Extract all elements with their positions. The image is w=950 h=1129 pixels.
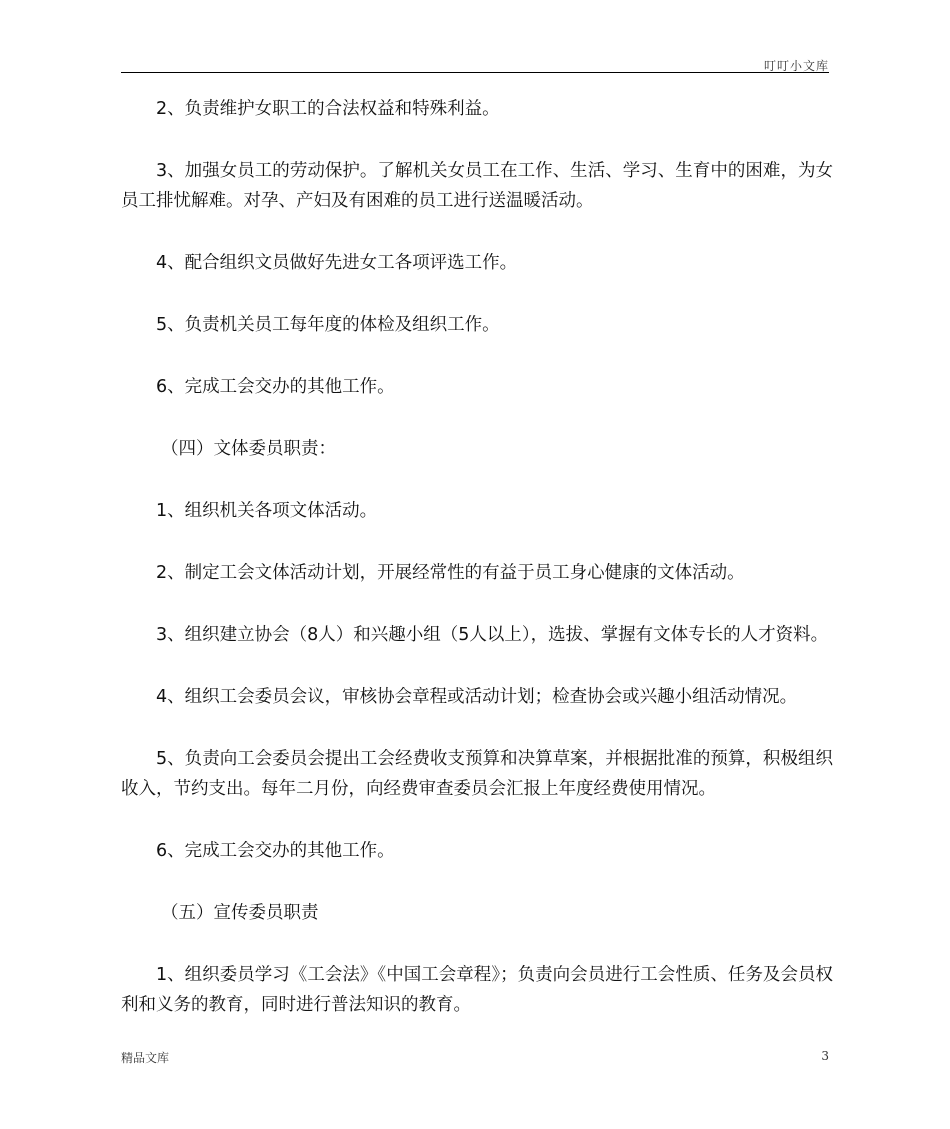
paragraph: 4、组织工会委员会议，审核协会章程或活动计划；检查协会或兴趣小组活动情况。 [156, 687, 798, 707]
section-heading: （五）宣传委员职责 [161, 903, 319, 923]
section-heading: （四）文体委员职责： [161, 439, 336, 459]
footer-label: 精品文库 [121, 1051, 170, 1065]
document-body [121, 94, 833, 1052]
page-number: 3 [821, 1049, 829, 1063]
paragraph: 3、组织建立协会（8人）和兴趣小组（5人以上），选拔、掌握有文体专长的人才资料。 [156, 625, 829, 645]
paragraph: 5、负责向工会委员会提出工会经费收支预算和决算草案，并根据批准的预算，积极组织收入，节约支出。每年二月份，向经费审查委员会汇报上年度经费使用情况。 [121, 749, 833, 799]
header-title: 叮叮小文库 [763, 59, 829, 73]
paragraph: 4、配合组织文员做好先进女工各项评选工作。 [156, 253, 518, 273]
paragraph: 3、加强女员工的劳动保护。了解机关女员工在工作、生活、学习、生育中的困难，为女员工排忧解难。对孕、产妇及有困难的员工进行送温暖活动。 [121, 161, 833, 211]
paragraph: 1、组织机关各项文体活动。 [156, 501, 378, 521]
paragraph: 6、完成工会交办的其他工作。 [156, 841, 395, 861]
paragraph: 2、制定工会文体活动计划，开展经常性的有益于员工身心健康的文体活动。 [156, 563, 745, 583]
paragraph: 6、完成工会交办的其他工作。 [156, 377, 395, 397]
paragraph: 5、负责机关员工每年度的体检及组织工作。 [156, 315, 500, 335]
header-divider [121, 72, 829, 73]
paragraph: 2、负责维护女职工的合法权益和特殊利益。 [156, 99, 500, 119]
paragraph: 1、组织委员学习《工会法》《中国工会章程》；负责向会员进行工会性质、任务及会员权利和义务的教育，同时进行普法知识的教育。 [121, 965, 833, 1015]
